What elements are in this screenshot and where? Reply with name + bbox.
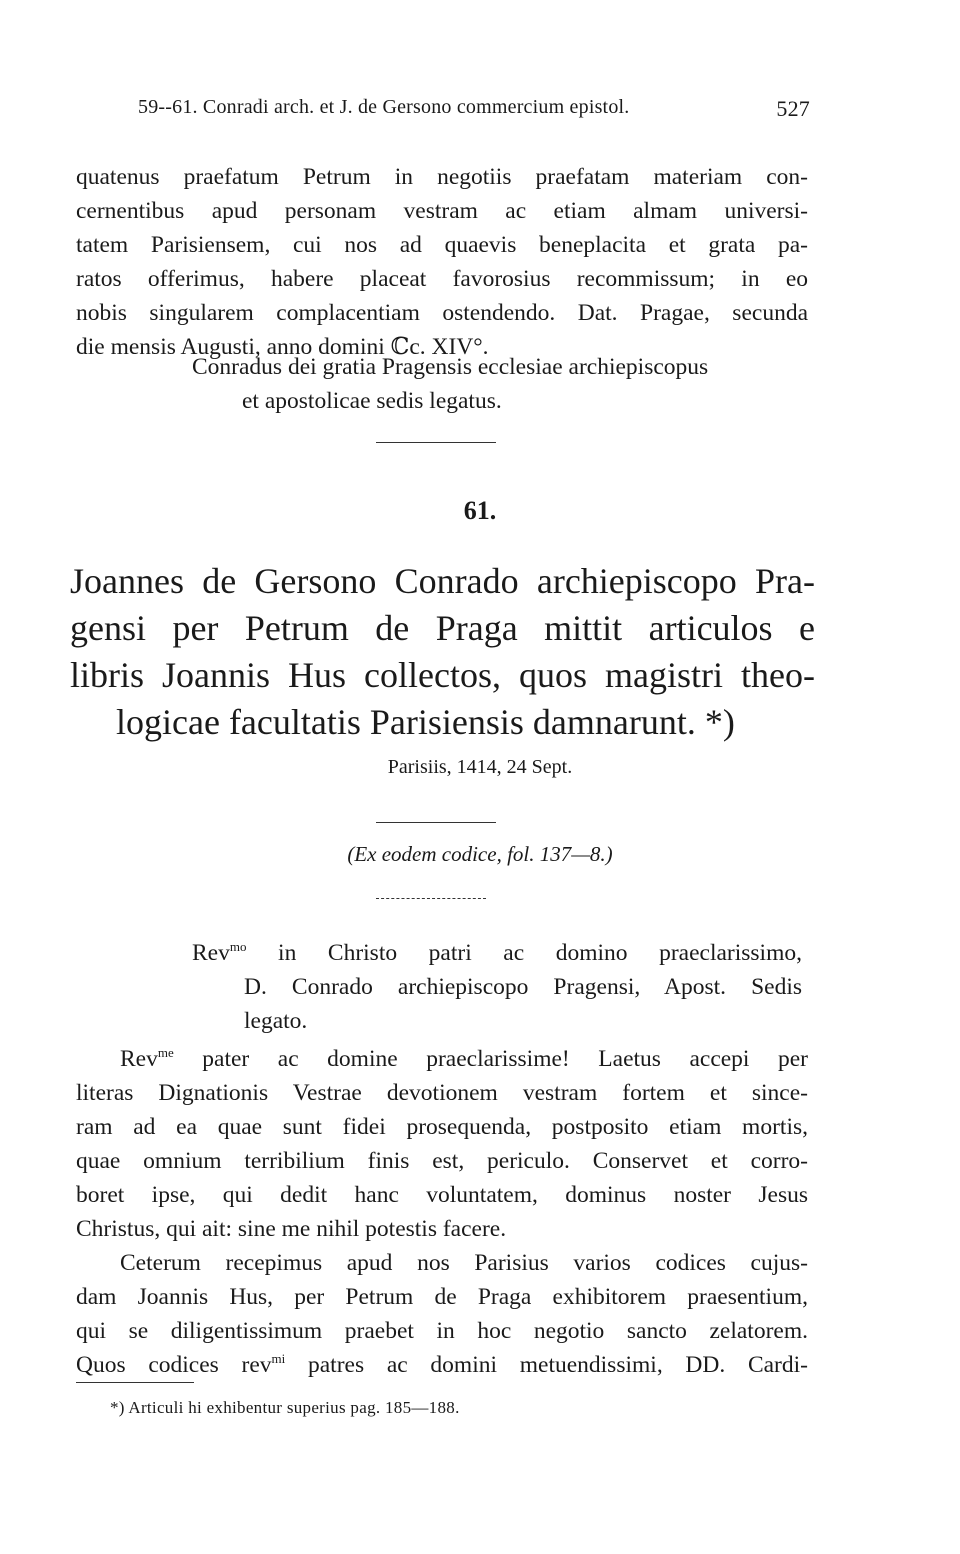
letter-61-title: [70, 558, 815, 746]
letter-61-body: [76, 1042, 808, 1382]
superscript: me: [157, 1045, 174, 1061]
page-number: 527: [776, 96, 810, 121]
superscript: mi: [271, 1351, 286, 1367]
address-line: [192, 936, 802, 970]
letter-60-signature: [192, 350, 812, 418]
text-fragment: pater ac domine praeclarissime! Laetus accepi per: [173, 1046, 808, 1072]
text-line: nobis singularem complacentiam ostendendo. Dat. Pragae, secunda: [76, 300, 808, 326]
section-divider: [376, 442, 496, 443]
signature-line: et apostolicae sedis legatus.: [242, 388, 502, 414]
section-divider: [376, 898, 486, 899]
text-fragment: Quos codices rev: [76, 1352, 272, 1378]
title-line: libris Joannis Hus collectos, quos magistri theo-: [70, 655, 815, 695]
address-text: in Christo patri ac domino praeclarissimo,: [246, 940, 802, 966]
running-head-title: 59--61. Conradi arch. et J. de Gersono commercium epistol.: [138, 96, 630, 118]
text-line: boret ipse, qui dedit hanc voluntatem, dominus noster Jesus: [76, 1182, 808, 1208]
letter-61-address: [192, 936, 802, 1038]
text-line: quatenus praefatum Petrum in negotiis praefatam materiam con-: [76, 164, 808, 190]
text-line: tatem Parisiensem, cui nos ad quaevis beneplacita et grata pa-: [76, 232, 808, 258]
text-line: cernentibus apud personam vestram ac etiam almam universi-: [76, 198, 808, 224]
text-fragment: patres ac domini metuendissimi, DD. Cardi-: [285, 1352, 808, 1378]
text-line: Christus, qui ait: sine me nihil potestis facere.: [76, 1216, 507, 1242]
text-line: Ceterum recepimus apud nos Parisius varios codices cujus-: [120, 1250, 808, 1276]
footnote: *) Articuli hi exhibentur superius pag. 185—188.: [110, 1398, 460, 1417]
footnote-divider: [76, 1382, 194, 1383]
text-line: qui se diligentissimum praebet in hoc negotio sancto zelatorem.: [76, 1318, 808, 1344]
address-text: Rev: [192, 940, 230, 966]
text-line: dam Joannis Hus, per Petrum de Praga exhibitorem praesentium,: [76, 1284, 808, 1310]
text-line: literas Dignationis Vestrae devotionem vestram fortem et since-: [76, 1080, 808, 1106]
text-line: ram ad ea quae sunt fidei prosequenda, postposito etiam mortis,: [76, 1114, 808, 1140]
signature-line: Conradus dei gratia Pragensis ecclesiae archiepiscopus: [192, 354, 709, 380]
text-line: die mensis Augusti, anno domini ℂc. XIV°.: [76, 334, 489, 360]
text-line: [76, 1042, 808, 1076]
letter-60-closing-text: [76, 160, 808, 364]
text-line: ratos offerimus, habere placeat favorosius recommissum; in eo: [76, 266, 808, 292]
dateline: Parisiis, 1414, 24 Sept.: [387, 756, 573, 778]
superscript: mo: [229, 939, 247, 955]
section-divider: [376, 822, 496, 823]
title-line: logicae facultatis Parisiensis damnarunt. *): [116, 702, 735, 742]
address-line: legato.: [244, 1008, 308, 1034]
title-line: gensi per Petrum de Praga mittit articulos e: [70, 608, 815, 648]
text-line: quae omnium terribilium finis est, periculo. Conservet et corro-: [76, 1148, 808, 1174]
address-line: D. Conrado archiepiscopo Pragensi, Apost. Sedis: [244, 974, 802, 1000]
running-head: [138, 96, 810, 119]
text-fragment: Rev: [120, 1046, 158, 1072]
title-line: Joannes de Gersono Conrado archiepiscopo Pra-: [70, 561, 815, 601]
text-line: [76, 1348, 808, 1382]
source-citation: (Ex eodem codice, fol. 137—8.): [347, 842, 613, 866]
letter-number: 61.: [463, 496, 497, 525]
